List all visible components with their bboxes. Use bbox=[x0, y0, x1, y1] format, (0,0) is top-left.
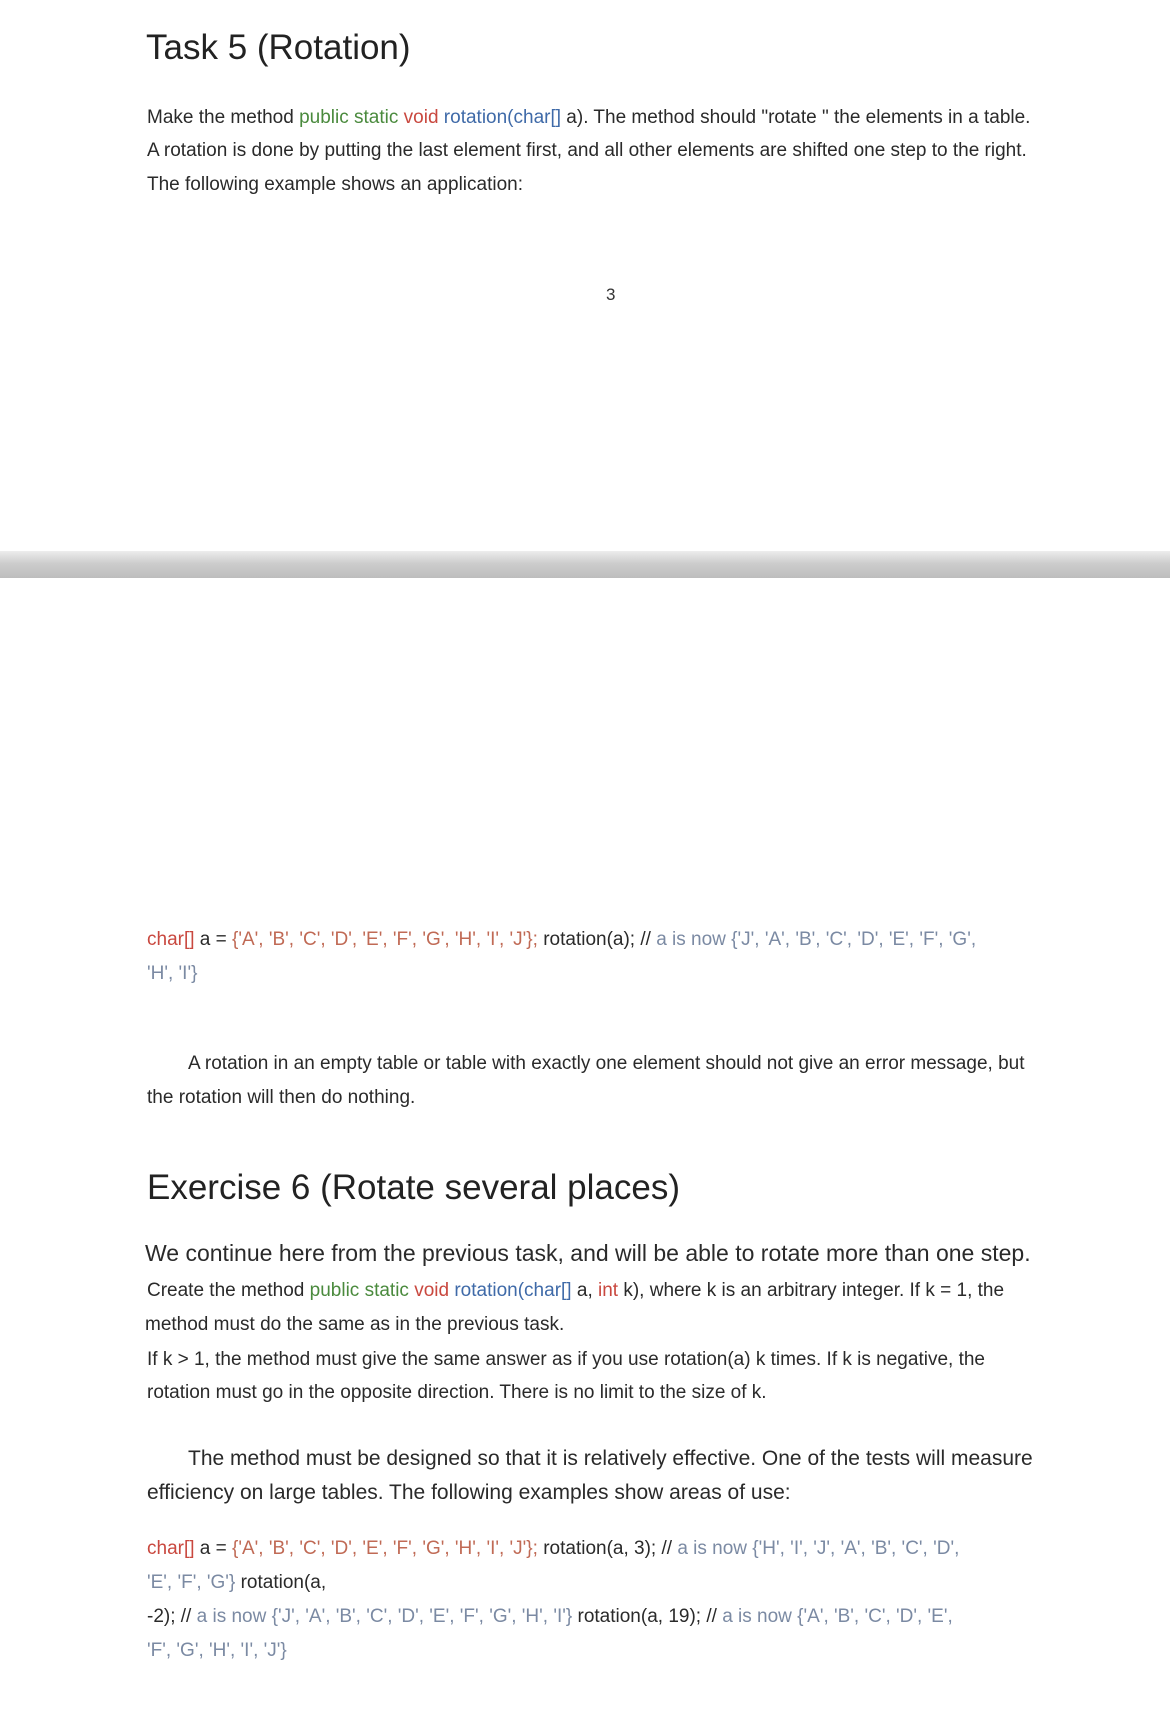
task5-example-line-1 bbox=[147, 923, 976, 957]
page-divider bbox=[0, 551, 1170, 578]
page-number: 3 bbox=[606, 285, 616, 304]
task5-title: Task 5 (Rotation) bbox=[146, 28, 411, 67]
exercise6-efficiency-line-2: efficiency on large tables. The following examples show areas of use: bbox=[147, 1481, 791, 1504]
code-comment: a is now {'H', 'I', 'J', 'A', 'B', 'C', 'D', bbox=[677, 1538, 960, 1559]
code-comment: a is now {'J', 'A', 'B', 'C', 'D', 'E', 'F', 'G', bbox=[656, 929, 977, 950]
exercise6-condition-line-2: rotation must go in the opposite direction. There is no limit to the size of k. bbox=[147, 1382, 767, 1403]
exercise6-code-line-1 bbox=[147, 1532, 959, 1566]
task5-example-line-2 bbox=[147, 957, 197, 991]
exercise6-create-line-1 bbox=[147, 1274, 1004, 1308]
code-keyword: void bbox=[414, 1280, 450, 1301]
code-text: -2); // bbox=[147, 1606, 197, 1627]
code-signature: rotation(char[] bbox=[443, 107, 562, 128]
task5-intro-line-3: The following example shows an application: bbox=[147, 174, 523, 195]
code-keyword: void bbox=[403, 107, 439, 128]
code-array-literal: {'A', 'B', 'C', 'D', 'E', 'F', 'G', 'H', 'I', 'J'}; bbox=[232, 1538, 538, 1559]
text: Make the method bbox=[147, 107, 300, 128]
exercise6-lead: We continue here from the previous task, and will be able to rotate more than one step. bbox=[145, 1240, 1031, 1266]
code-text: rotation(a); // bbox=[537, 929, 657, 950]
exercise6-condition-line-1: If k > 1, the method must give the same answer as if you use rotation(a) k times. If k is negative, the bbox=[147, 1349, 985, 1370]
task5-intro-line-1 bbox=[147, 101, 1030, 135]
code-array-literal: {'A', 'B', 'C', 'D', 'E', 'F', 'G', 'H', 'I', 'J'}; bbox=[232, 929, 538, 950]
code-text: rotation(a, 3); // bbox=[537, 1538, 678, 1559]
code-keyword: public static bbox=[309, 1280, 409, 1301]
code-comment: a is now {'J', 'A', 'B', 'C', 'D', 'E', 'F', 'G', 'H', 'I'} bbox=[196, 1606, 573, 1627]
text: k), where k is an arbitrary integer. If k = 1, the bbox=[618, 1280, 1005, 1301]
code-text: a = bbox=[194, 1538, 233, 1559]
exercise6-code-line-4 bbox=[147, 1634, 287, 1668]
exercise6-efficiency-line-1: The method must be designed so that it is relatively effective. One of the tests will measure bbox=[188, 1447, 1033, 1470]
code-comment: 'H', 'I'} bbox=[147, 963, 198, 984]
code-type: char[] bbox=[147, 929, 195, 950]
code-keyword: int bbox=[598, 1280, 619, 1301]
code-keyword: public static bbox=[299, 107, 399, 128]
code-signature: rotation(char[] bbox=[454, 1280, 572, 1301]
text: a). The method should "rotate " the elements in a table. bbox=[561, 107, 1031, 128]
text: Create the method bbox=[147, 1280, 310, 1301]
task5-note-line-2: the rotation will then do nothing. bbox=[147, 1087, 416, 1108]
exercise6-code-line-3 bbox=[147, 1600, 953, 1634]
code-text: rotation(a, 19); // bbox=[572, 1606, 723, 1627]
exercise6-code-line-2 bbox=[147, 1566, 326, 1600]
code-comment: 'E', 'F', 'G'} bbox=[147, 1572, 236, 1593]
exercise6-create-line-2: method must do the same as in the previous task. bbox=[145, 1314, 565, 1335]
code-text: rotation(a, bbox=[235, 1572, 327, 1593]
task5-note-line-1: A rotation in an empty table or table with exactly one element should not give an error message, but bbox=[188, 1053, 1025, 1074]
code-text: a = bbox=[194, 929, 233, 950]
exercise6-title: Exercise 6 (Rotate several places) bbox=[147, 1168, 680, 1207]
code-comment: 'F', 'G', 'H', 'I', 'J'} bbox=[147, 1640, 287, 1661]
code-comment: a is now {'A', 'B', 'C', 'D', 'E', bbox=[722, 1606, 953, 1627]
text: a, bbox=[571, 1280, 598, 1301]
code-type: char[] bbox=[147, 1538, 195, 1559]
task5-intro-line-2: A rotation is done by putting the last element first, and all other elements are shifted one step to the right. bbox=[147, 140, 1027, 161]
